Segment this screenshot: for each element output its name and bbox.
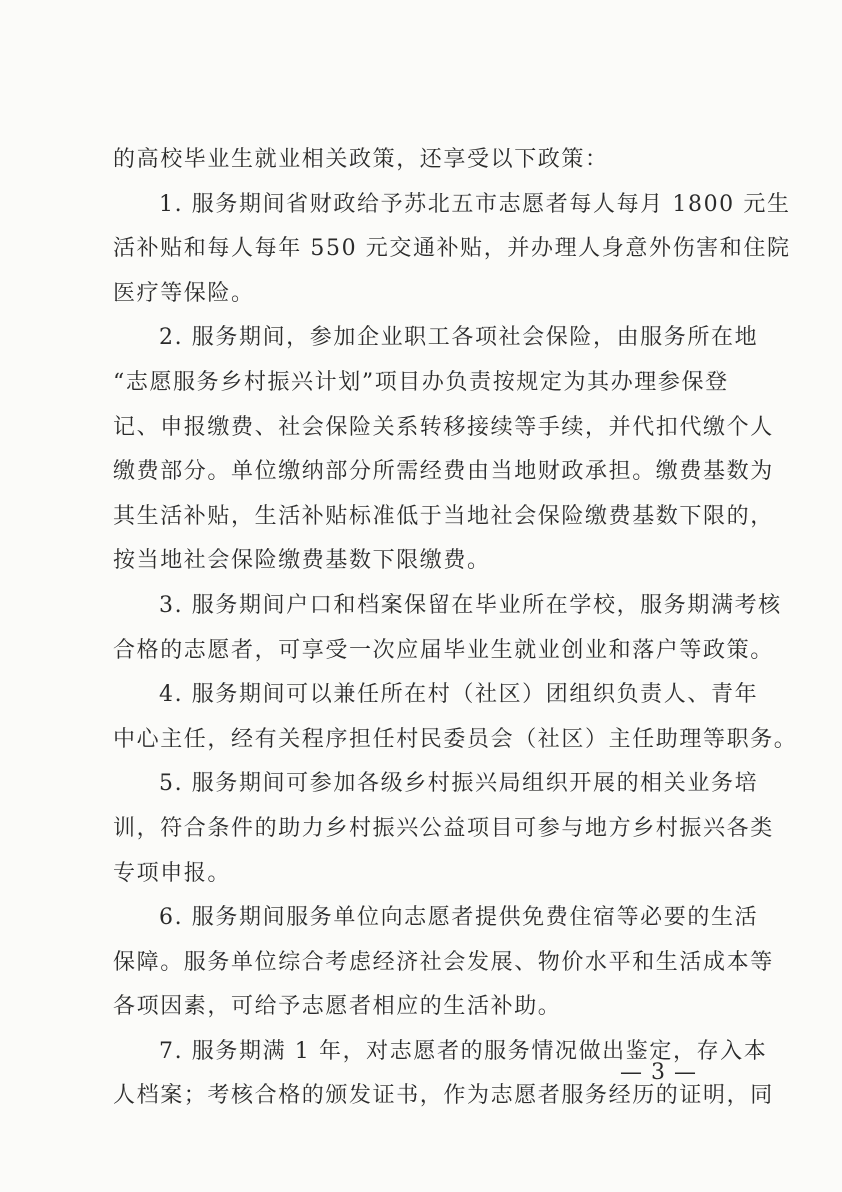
text-line: 6. 服务期间服务单位向志愿者提供免费住宿等必要的生活	[159, 905, 759, 931]
text-line: 合格的志愿者，可享受一次应届毕业生就业创业和落户等政策。	[113, 637, 774, 663]
text-line: 4. 服务期间可以兼任所在村（社区）团组织负责人、青年	[159, 682, 759, 708]
text-line: 7. 服务期满 1 年，对志愿者的服务情况做出鉴定，存入本	[159, 1038, 768, 1064]
text-line: 缴费部分。单位缴纳部分所需经费由当地财政承担。缴费基数为	[113, 459, 774, 485]
text-line: 记、申报缴费、社会保险关系转移接续等手续，并代扣代缴个人	[113, 414, 774, 440]
text-line: 5. 服务期间可参加各级乡村振兴局组织开展的相关业务培	[159, 771, 759, 797]
text-line: “志愿服务乡村振兴计划”项目办负责按规定为其办理参保登	[113, 369, 729, 395]
document-body	[113, 138, 798, 1119]
text-line: 1. 服务期间省财政给予苏北五市志愿者每人每月 1800 元生	[159, 191, 791, 217]
text-line: 训，符合条件的助力乡村振兴公益项目可参与地方乡村振兴各类	[113, 815, 774, 841]
text-line: 医疗等保险。	[113, 280, 255, 306]
text-line: 专项申报。	[113, 860, 232, 886]
text-line: 人档案；考核合格的颁发证书，作为志愿者服务经历的证明，同	[113, 1083, 774, 1109]
text-line: 按当地社会保险缴费基数下限缴费。	[113, 548, 491, 574]
text-line: 各项因素，可给予志愿者相应的生活补助。	[113, 994, 562, 1020]
text-line: 其生活补贴，生活补贴标准低于当地社会保险缴费基数下限的，	[113, 503, 774, 529]
text-line: 的高校毕业生就业相关政策，还享受以下政策：	[113, 147, 609, 172]
text-line: 中心主任，经有关程序担任村民委员会（社区）主任助理等职务。	[113, 726, 798, 752]
page-number: — 3 —	[620, 1060, 697, 1085]
text-line: 保障。服务单位综合考虑经济社会发展、物价水平和生活成本等	[113, 949, 774, 975]
text-line: 3. 服务期间户口和档案保留在毕业所在学校，服务期满考核	[159, 592, 782, 618]
text-line: 2. 服务期间，参加企业职工各项社会保险，由服务所在地	[159, 325, 759, 351]
text-line: 活补贴和每人每年 550 元交通补贴，并办理人身意外伤害和住院	[113, 236, 791, 262]
